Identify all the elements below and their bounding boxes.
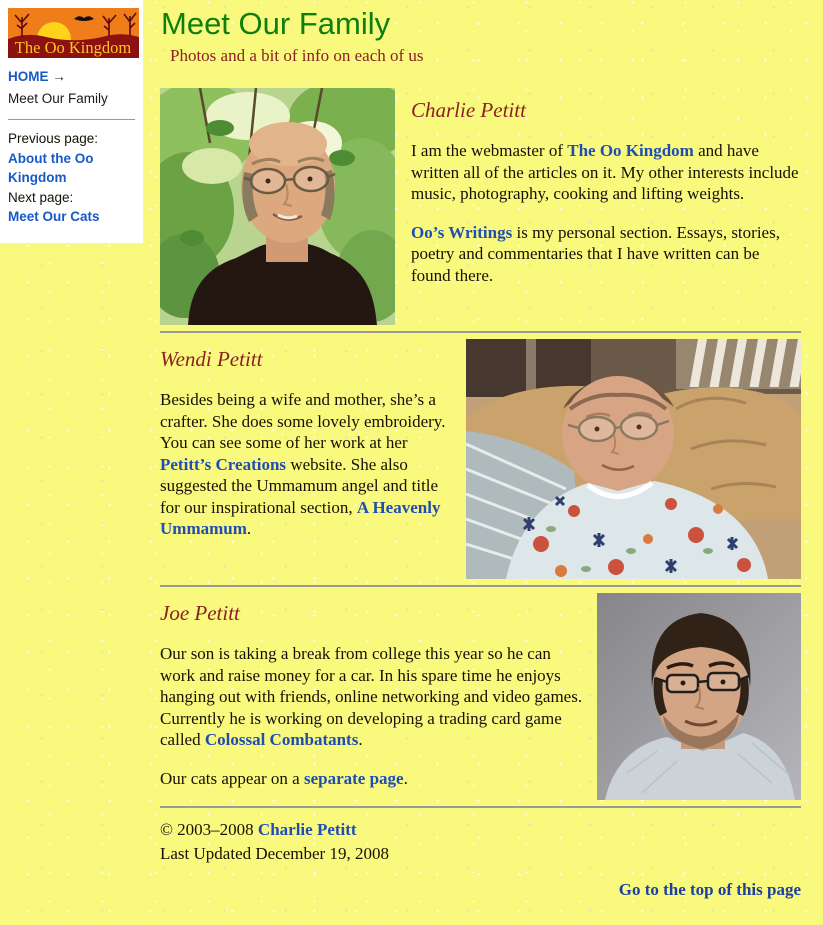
paragraph <box>160 389 452 540</box>
arrow-right-icon: → <box>52 69 66 84</box>
home-link[interactable]: HOME <box>8 69 49 84</box>
wendi-paragraphs <box>160 389 452 540</box>
current-page-label: Meet Our Family <box>8 90 108 106</box>
top-link-row <box>160 880 801 900</box>
text-run: Our cats appear on a <box>160 768 304 788</box>
charlie-photo <box>160 88 395 325</box>
inline-link[interactable]: The Oo Kingdom <box>567 141 694 160</box>
copyright-line <box>160 818 801 842</box>
inline-link[interactable]: separate page <box>303 768 404 788</box>
text-run: Besides being a wife and mother, she’s a crafter. She does some lovely embroidery. You can see some of her work at her <box>160 390 446 452</box>
previous-page-label: Previous page: <box>8 131 99 147</box>
inline-link[interactable]: A Heavenly Ummamum <box>160 497 441 538</box>
copyright-text: © 2003–2008 <box>160 820 254 839</box>
paragraph <box>411 140 801 205</box>
last-updated-text: Last Updated December 19, 2008 <box>160 844 389 863</box>
paragraph <box>160 768 588 790</box>
text-run: . <box>246 519 252 538</box>
sidebar <box>0 0 143 243</box>
text-run: I am the webmaster of <box>411 141 568 160</box>
section-charlie <box>160 88 801 325</box>
previous-page-link[interactable]: About the Oo Kingdom <box>8 150 94 186</box>
text-run: is my personal section. Essays, stories, poetry and commentaries that I have written can be found there. <box>411 222 780 285</box>
section-divider-2 <box>160 585 801 587</box>
person-name-joe: Joe Petitt <box>160 601 240 625</box>
page-subtitle: Photos and a bit of info on each of us <box>170 46 424 65</box>
joe-photo <box>597 593 801 800</box>
inline-link[interactable]: Oo’s Writings <box>411 222 513 242</box>
copyright-author-link[interactable]: Charlie Petitt <box>257 820 357 839</box>
text-run: Our son is taking a break from college this year so he can work and raise money for a car. In his spare time he enjoys hanging out with friends, online networking and video games. Currently he is working on developing a trading card game called <box>160 644 583 749</box>
wendi-photo <box>466 339 801 579</box>
paragraph <box>411 222 801 287</box>
joe-paragraphs <box>160 643 588 789</box>
sunset-logo-image <box>8 8 139 58</box>
section-divider-1 <box>160 331 801 333</box>
page-navigation <box>8 129 138 227</box>
text-run: website. She also suggested the Ummamum angel and title for our inspirational section, <box>160 454 439 517</box>
section-wendi <box>160 339 801 579</box>
inline-link[interactable]: Petitt’s Creations <box>160 454 287 474</box>
main-content <box>160 0 801 900</box>
home-row <box>8 67 138 87</box>
next-page-link[interactable]: Meet Our Cats <box>8 209 100 225</box>
text-run: . <box>358 730 363 749</box>
next-page-label: Next page: <box>8 189 74 205</box>
footer <box>160 818 801 866</box>
site-logo[interactable] <box>8 8 139 58</box>
text-run: . <box>403 768 408 788</box>
person-name-wendi: Wendi Petitt <box>160 347 263 371</box>
sidebar-divider <box>8 119 135 120</box>
logo-title: The Oo Kingdom <box>14 38 132 57</box>
text-run: and have written all of the articles on it. My other interests include music, photography, cooking and lifting weights. <box>411 141 799 203</box>
inline-link[interactable]: Colossal Combatants <box>204 730 359 749</box>
charlie-paragraphs <box>411 140 801 286</box>
go-to-top-link[interactable]: Go to the top of this page <box>618 880 801 899</box>
wendi-text-block <box>160 339 452 540</box>
section-divider-3 <box>160 806 801 808</box>
person-name-charlie: Charlie Petitt <box>411 98 526 122</box>
charlie-text-block <box>411 88 801 286</box>
section-joe <box>160 593 801 800</box>
page-title: Meet Our Family <box>161 6 391 41</box>
paragraph <box>160 643 588 751</box>
joe-text-block <box>160 593 588 789</box>
